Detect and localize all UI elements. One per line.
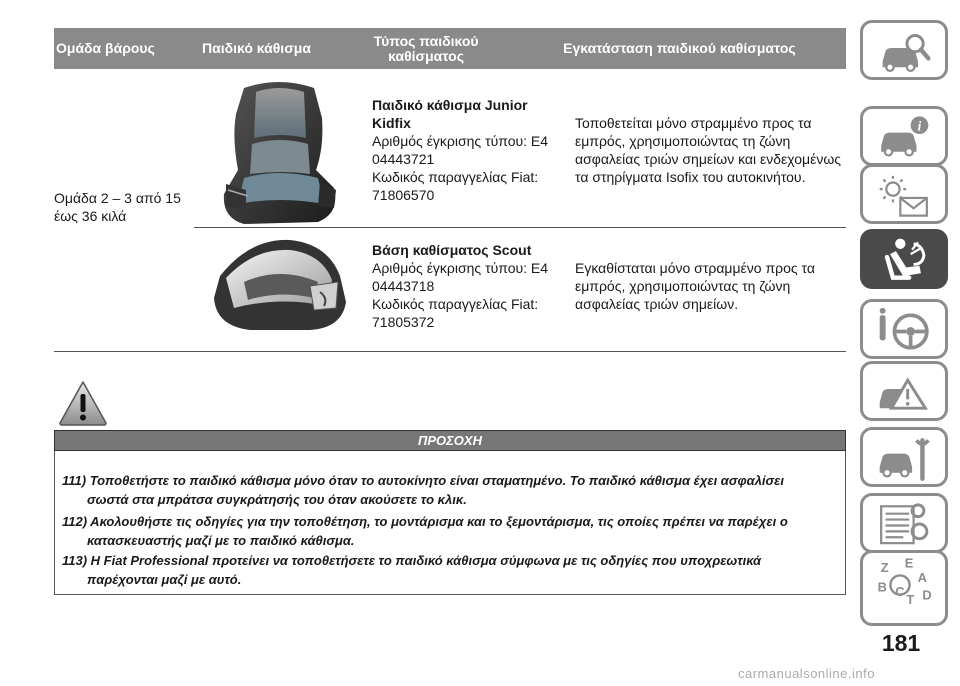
page-number: 181 <box>881 630 921 656</box>
tab-index[interactable] <box>860 550 948 626</box>
index-letter-z: Z <box>880 560 889 576</box>
tab-emergency[interactable] <box>860 361 948 421</box>
header-seat-type: Τύπος παιδικού καθίσματος <box>373 32 479 64</box>
tab-technical-specs[interactable] <box>860 493 948 553</box>
tab-maintenance[interactable] <box>860 427 948 487</box>
specifications-icon <box>863 496 945 552</box>
scout-approval: Αριθμός έγκρισης τύπου: E4 04443718 Κωδικός παραγγελίας Fiat: 71805372 <box>372 260 549 330</box>
header-weight-group: Ομάδα βάρους <box>56 40 155 56</box>
scout-booster-image <box>210 236 348 332</box>
kidfix-seat-image <box>214 78 344 226</box>
warning-triangle-icon <box>58 380 108 426</box>
warning-note-113: 113) Η Fiat Professional προτείνει να τοποθετήσετε το παιδικό κάθισμα σύμφωνα με τις οδηγίες που υποχρεωτικά παρέχονται μαζί με αυτό. <box>62 553 762 587</box>
warning-note-112: 112) Ακολουθήστε τις οδηγίες για την τοποθέτηση, το μοντάρισμα και το ξεμοντάρισμα, τις οποίες πρέπει να παρέχει ο κατασκευαστής μαζί με το παιδικό κάθισμα. <box>62 514 788 548</box>
car-info-icon <box>863 109 945 165</box>
tab-car-search[interactable] <box>860 20 948 80</box>
warning-title: ΠΡΟΣΟΧΗ <box>54 430 846 451</box>
car-search-icon <box>863 23 945 79</box>
table-header <box>54 28 846 69</box>
kidfix-seat-name: Παιδικό κάθισμα Junior Kidfix <box>372 97 528 131</box>
kidfix-installation: Τοποθετείται μόνο στραμμένο προς τα εμπρός, χρησιμοποιώντας τη ζώνη ασφαλείας τριών σημείων και ενδεχομένως τα στηρίγματα Isofix του αυτοκινήτου. <box>575 115 842 185</box>
index-letter-t: T <box>906 592 915 608</box>
index-letter-b: B <box>877 579 887 595</box>
header-installation: Εγκατάσταση παιδικού καθίσματος <box>563 40 796 56</box>
index-letter-d: D <box>922 587 932 603</box>
tab-warning-lights[interactable] <box>860 164 948 224</box>
tab-safety-active[interactable] <box>860 229 948 289</box>
scout-installation: Εγκαθίσταται μόνο στραμμένο προς τα εμπρός, χρησιμοποιώντας τη ζώνη ασφαλείας τριών σημείων. <box>575 260 815 312</box>
header-child-seat: Παιδικό κάθισμα <box>202 40 311 56</box>
tab-starting-driving[interactable] <box>860 299 948 359</box>
svg-text:i: i <box>917 118 922 134</box>
warning-note-111: 111) Τοποθετήστε το παιδικό κάθισμα μόνο όταν το αυτοκίνητο είναι σταματημένο. Το παιδικό κάθισμα έχει ασφαλίσει σωστά στα μπράτσα συγκράτησής του όταν ακούσετε το κλικ. <box>62 473 784 507</box>
airbag-seat-icon <box>863 232 945 288</box>
kidfix-approval: Αριθμός έγκρισης τύπου: E4 04443721 Κωδικός παραγγελίας Fiat: 71806570 <box>372 133 549 203</box>
footer-watermark: carmanualsonline.info <box>738 666 875 681</box>
table-bottom-line <box>54 351 846 352</box>
car-accident-icon <box>863 364 945 420</box>
index-letter-a: A <box>917 569 927 585</box>
row-divider <box>194 227 846 228</box>
weight-group-cell: Ομάδα 2 – 3 από 15 έως 36 κιλά <box>54 190 181 224</box>
car-wrench-icon <box>863 430 945 486</box>
steering-wheel-icon <box>863 302 945 358</box>
alphabet-index-icon <box>863 553 945 609</box>
tab-car-info[interactable] <box>860 106 948 166</box>
warning-light-icon <box>863 167 945 223</box>
index-letter-c: C <box>895 584 905 600</box>
index-letter-e: E <box>904 555 914 571</box>
scout-seat-name: Βάση καθίσματος Scout <box>372 242 532 258</box>
